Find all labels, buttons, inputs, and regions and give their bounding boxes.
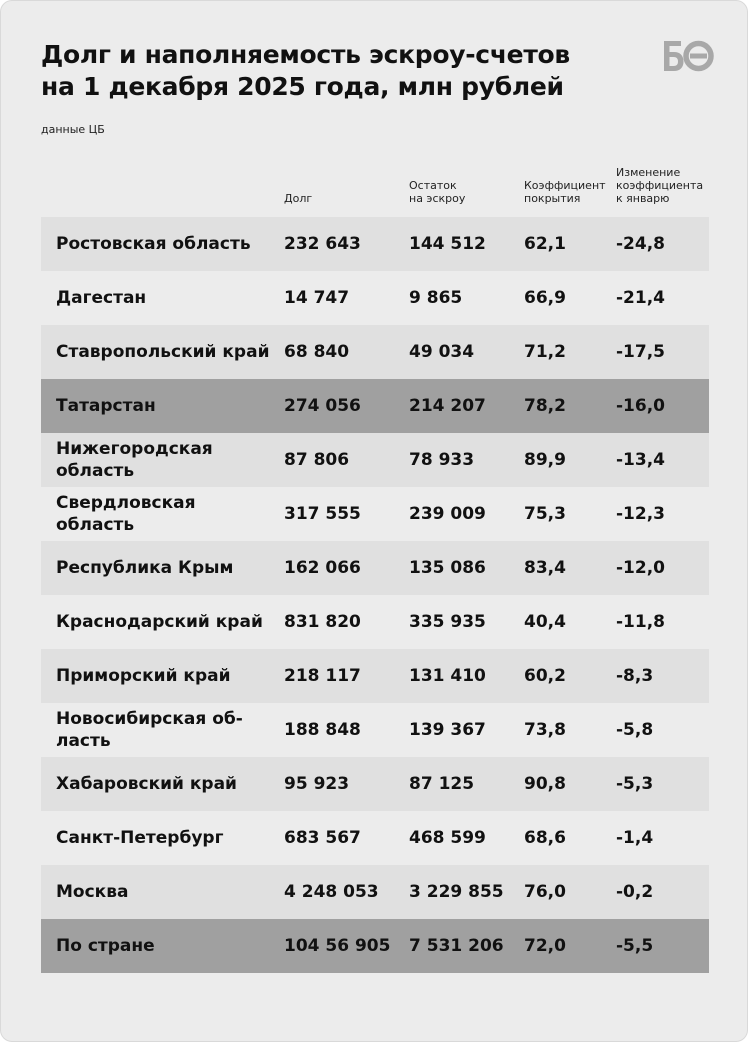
debt-cell: 162 066 <box>284 558 361 578</box>
debt-cell: 87 806 <box>284 450 350 470</box>
table-row <box>41 865 709 919</box>
region-cell: Краснодарский край <box>56 612 263 632</box>
debt-cell: 232 643 <box>284 234 361 254</box>
debt-cell: 317 555 <box>284 504 361 524</box>
region-cell: Свердловская область <box>56 493 196 535</box>
table-row <box>41 811 709 865</box>
data-table <box>41 151 709 973</box>
coverage-cell: 90,8 <box>524 774 566 794</box>
coverage-cell: 89,9 <box>524 450 566 470</box>
escrow-cell: 131 410 <box>409 666 486 686</box>
table-row <box>41 433 709 487</box>
debt-cell: 14 747 <box>284 288 350 308</box>
bo-logo-icon <box>660 38 714 72</box>
debt-cell: 218 117 <box>284 666 361 686</box>
table-row <box>41 757 709 811</box>
region-cell: Ставропольский край <box>56 342 270 362</box>
coverage-cell: 83,4 <box>524 558 566 578</box>
coverage-cell: 73,8 <box>524 720 566 740</box>
change-cell: -24,8 <box>616 234 665 254</box>
coverage-cell: 68,6 <box>524 828 566 848</box>
escrow-cell: 135 086 <box>409 558 486 578</box>
change-cell: -21,4 <box>616 288 665 308</box>
escrow-cell: 144 512 <box>409 234 486 254</box>
table-body <box>41 217 709 973</box>
debt-cell: 104 56 905 <box>284 936 391 956</box>
coverage-cell: 75,3 <box>524 504 566 524</box>
debt-cell: 188 848 <box>284 720 361 740</box>
table-row <box>41 595 709 649</box>
escrow-cell: 87 125 <box>409 774 475 794</box>
change-cell: -5,8 <box>616 720 654 740</box>
header-debt: Долг <box>284 192 313 205</box>
region-cell: Татарстан <box>56 396 156 416</box>
table-row <box>41 271 709 325</box>
table-row <box>41 649 709 703</box>
escrow-cell: 3 229 855 <box>409 882 504 902</box>
table-row <box>41 919 709 973</box>
region-cell: Ростовская область <box>56 234 251 254</box>
change-cell: -17,5 <box>616 342 665 362</box>
table-row <box>41 541 709 595</box>
change-cell: -11,8 <box>616 612 665 632</box>
change-cell: -1,4 <box>616 828 654 848</box>
escrow-cell: 78 933 <box>409 450 475 470</box>
change-cell: -12,3 <box>616 504 665 524</box>
escrow-cell: 7 531 206 <box>409 936 504 956</box>
change-cell: -8,3 <box>616 666 654 686</box>
debt-cell: 683 567 <box>284 828 361 848</box>
escrow-cell: 49 034 <box>409 342 475 362</box>
region-cell: Республика Крым <box>56 558 234 578</box>
escrow-cell: 214 207 <box>409 396 486 416</box>
change-cell: -13,4 <box>616 450 665 470</box>
coverage-cell: 62,1 <box>524 234 566 254</box>
change-cell: -5,3 <box>616 774 654 794</box>
table-row <box>41 487 709 541</box>
region-cell: Хабаровский край <box>56 774 237 794</box>
debt-cell: 274 056 <box>284 396 361 416</box>
coverage-cell: 60,2 <box>524 666 566 686</box>
change-cell: -5,5 <box>616 936 654 956</box>
debt-cell: 4 248 053 <box>284 882 379 902</box>
coverage-cell: 76,0 <box>524 882 566 902</box>
table-row <box>41 325 709 379</box>
coverage-cell: 66,9 <box>524 288 566 308</box>
header-coverage: Коэффициент покрытия <box>524 179 606 205</box>
escrow-cell: 239 009 <box>409 504 486 524</box>
table-row <box>41 703 709 757</box>
region-cell: По стране <box>56 936 155 956</box>
change-cell: -12,0 <box>616 558 665 578</box>
header-change: Изменение коэффициента к январю <box>616 166 704 205</box>
change-cell: -0,2 <box>616 882 654 902</box>
region-cell: Нижегородская область <box>56 439 213 481</box>
region-cell: Санкт-Петербург <box>56 828 224 848</box>
escrow-cell: 468 599 <box>409 828 486 848</box>
escrow-cell: 335 935 <box>409 612 486 632</box>
table-row <box>41 217 709 271</box>
coverage-cell: 40,4 <box>524 612 566 632</box>
source-note: данные ЦБ <box>41 123 105 136</box>
debt-cell: 831 820 <box>284 612 361 632</box>
region-cell: Дагестан <box>56 288 147 308</box>
coverage-cell: 71,2 <box>524 342 566 362</box>
region-cell: Приморский край <box>56 666 231 686</box>
header-escrow: Остаток на эскроу <box>409 179 466 205</box>
region-cell: Новосибирская об- ласть <box>56 709 243 751</box>
coverage-cell: 78,2 <box>524 396 566 416</box>
region-cell: Москва <box>56 882 129 902</box>
escrow-cell: 9 865 <box>409 288 463 308</box>
table-row <box>41 379 709 433</box>
chart-title: Долг и наполняемость эскроу-счетов на 1 декабря 2025 года, млн рублей <box>41 40 570 101</box>
debt-cell: 68 840 <box>284 342 350 362</box>
debt-cell: 95 923 <box>284 774 350 794</box>
table-header <box>41 151 709 217</box>
coverage-cell: 72,0 <box>524 936 566 956</box>
change-cell: -16,0 <box>616 396 665 416</box>
escrow-cell: 139 367 <box>409 720 486 740</box>
